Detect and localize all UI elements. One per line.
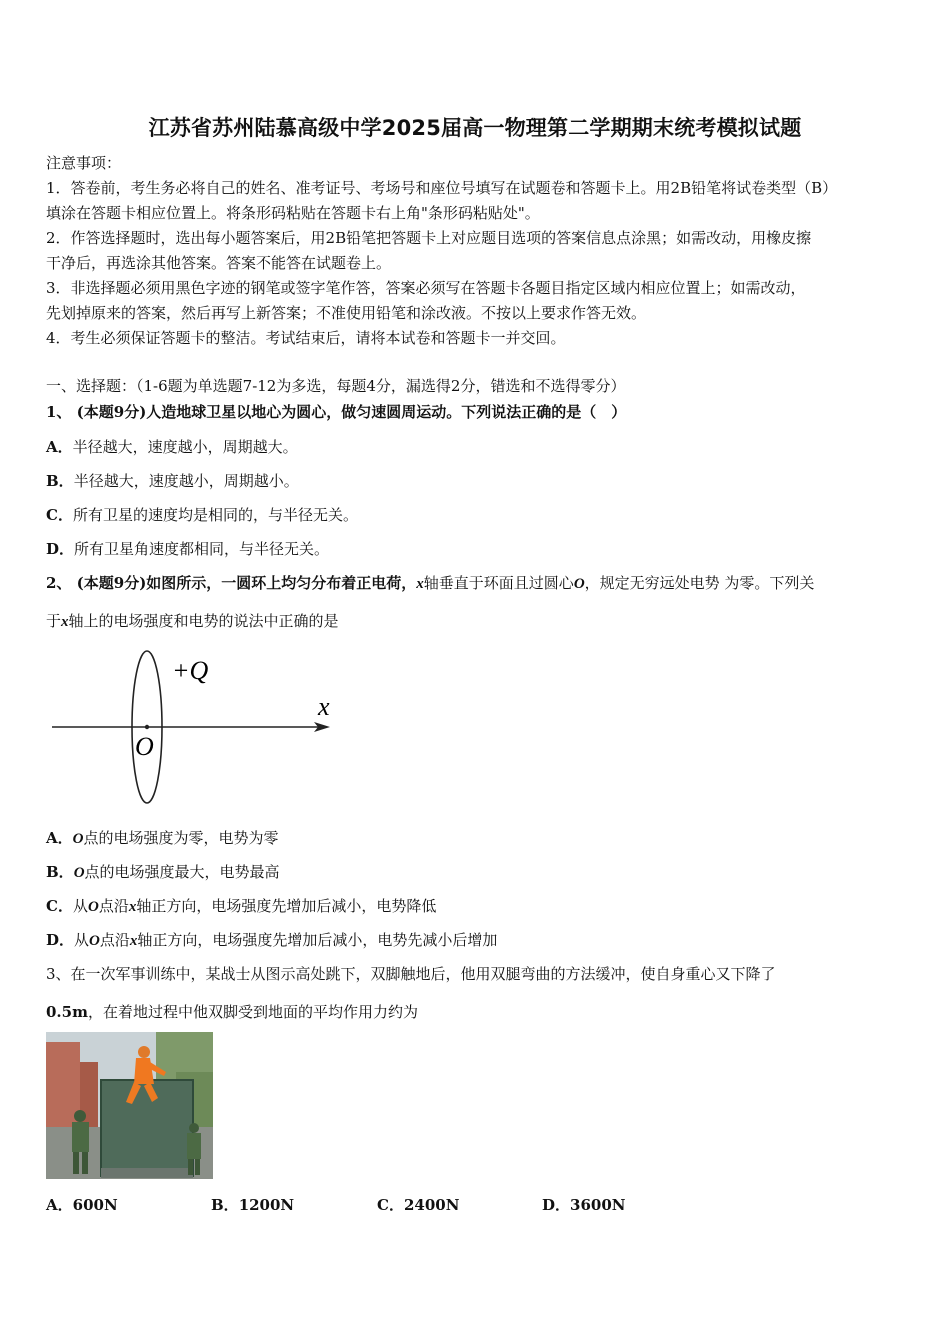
- option-letter: D．: [46, 540, 75, 558]
- stem-text: 于: [46, 612, 62, 630]
- x-symbol: x: [128, 899, 137, 915]
- option-text: 1200N: [238, 1196, 295, 1214]
- option-letter: B．: [46, 472, 74, 490]
- option-text: 点的电场强度最大，电势最高: [84, 863, 280, 881]
- stem-text: 轴垂直于环面且过圆心: [423, 574, 574, 592]
- training-photo: [46, 1032, 213, 1179]
- o-symbol: O: [87, 899, 99, 915]
- option-letter: C．: [46, 506, 73, 524]
- option-text: 从: [72, 897, 88, 915]
- charged-ring-figure: [48, 645, 348, 810]
- option-letter: C．: [377, 1196, 404, 1214]
- q1-option-d: [46, 538, 329, 559]
- q3-option-b: [211, 1194, 294, 1215]
- notice-line: 填涂在答题卡相应位置上。将条形码粘贴在答题卡右上角"条形码粘贴处"。: [46, 204, 540, 222]
- option-letter: D．: [46, 931, 75, 949]
- x-symbol: x: [61, 614, 69, 630]
- origin-dot: [145, 725, 149, 729]
- height-value: 0.5m: [46, 1003, 88, 1021]
- option-text: 轴正方向，电场强度先增加后减小，电势降低: [136, 897, 437, 915]
- option-text: 轴正方向，电场强度先增加后减小，电势先减小后增加: [137, 931, 498, 949]
- q1-option-c: [46, 504, 358, 525]
- question-2-stem: [46, 572, 814, 593]
- option-letter: B．: [46, 863, 74, 881]
- option-letter: A．: [46, 438, 73, 456]
- q2-option-c: [46, 895, 436, 916]
- q1-option-a: [46, 436, 298, 457]
- x-symbol: x: [416, 576, 424, 592]
- option-text: 所有卫星角速度都相同，与半径无关。: [74, 540, 330, 558]
- q3-option-d: [542, 1194, 625, 1215]
- o-symbol: O: [89, 933, 100, 949]
- option-text: 点沿: [98, 897, 129, 915]
- option-letter: B．: [211, 1196, 239, 1214]
- question-1-stem: 1、 (本题9分)人造地球卫星以地心为圆心，做匀速圆周运动。下列说法正确的是（ ）: [46, 403, 627, 421]
- stem-text: ，在着地过程中他双脚受到地面的平均作用力约为: [87, 1003, 418, 1021]
- training-wall: [101, 1080, 193, 1176]
- stem-text: 2、 (本题9分)如图所示，一圆环上均匀分布着正电荷，: [46, 574, 417, 592]
- page-title: 江苏省苏州陆慕高级中学2025届高一物理第二学期期末统考模拟试题: [148, 116, 802, 140]
- notice-line: 干净后，再选涂其他答案。答案不能答在试题卷上。: [46, 254, 392, 272]
- option-text: 3600N: [570, 1196, 626, 1214]
- axis-label: x: [318, 692, 330, 721]
- q2-option-b: [46, 861, 280, 882]
- option-text: 点沿: [99, 931, 130, 949]
- option-text: 600N: [72, 1196, 118, 1214]
- o-symbol: O: [73, 865, 85, 881]
- q3-option-c: [377, 1194, 459, 1215]
- o-symbol: O: [573, 576, 585, 592]
- option-text: 从: [74, 931, 90, 949]
- option-text: 半径越大，速度越小，周期越大。: [72, 438, 298, 456]
- notice-line: 3．非选择题必须用黑色字迹的钢笔或签字笔作答，答案必须写在答题卡各题目指定区域内相应位置上；如需改动，: [46, 279, 806, 297]
- origin-label: O: [135, 732, 154, 761]
- o-symbol: O: [72, 831, 84, 847]
- notice-line: 4．考生必须保证答题卡的整洁。考试结束后，请将本试卷和答题卡一并交回。: [46, 329, 566, 347]
- option-letter: A．: [46, 1196, 73, 1214]
- notice-line: 先划掉原来的答案，然后再写上新答案；不准使用铅笔和涂改液。不按以上要求作答无效。: [46, 304, 647, 322]
- option-text: 所有卫星的速度均是相同的，与半径无关。: [72, 506, 358, 524]
- q2-option-d: [46, 929, 497, 950]
- question-3-stem-cont: [46, 1001, 418, 1022]
- notice-line: 1．答卷前，考生务必将自己的姓名、准考证号、考场号和座位号填写在试题卷和答题卡上。用2B铅笔将试卷类型（B）: [46, 179, 838, 197]
- q1-option-b: [46, 470, 299, 491]
- notice-line: 2．作答选择题时，选出每小题答案后，用2B铅笔把答题卡上对应题目选项的答案信息点涂黑；如需改动，用橡皮擦: [46, 229, 812, 247]
- option-letter: C．: [46, 897, 73, 915]
- x-symbol: x: [129, 933, 138, 949]
- stem-text: 轴上的电场强度和电势的说法中正确的是: [68, 612, 339, 630]
- notice-heading: 注意事项：: [46, 154, 122, 172]
- option-text: 2400N: [403, 1196, 460, 1214]
- question-3-stem: 3、在一次军事训练中，某战士从图示高处跳下，双脚触地后，他用双腿弯曲的方法缓冲，使自身重心又下降了: [46, 965, 776, 983]
- section-heading: 一、选择题：（1-6题为单选题7-12为多选，每题4分，漏选得2分，错选和不选得零分）: [46, 377, 626, 395]
- q2-option-a: [46, 827, 279, 848]
- option-text: 点的电场强度为零，电势为零: [83, 829, 279, 847]
- option-letter: A．: [46, 829, 73, 847]
- stem-text: ，规定无穷远处电势 为零。下列关: [584, 574, 815, 592]
- option-text: 半径越大，速度越小，周期越小。: [73, 472, 299, 490]
- question-2-stem-cont: [46, 610, 339, 631]
- q3-option-a: [46, 1194, 118, 1215]
- charge-label: +Q: [172, 656, 209, 685]
- option-letter: D．: [542, 1196, 571, 1214]
